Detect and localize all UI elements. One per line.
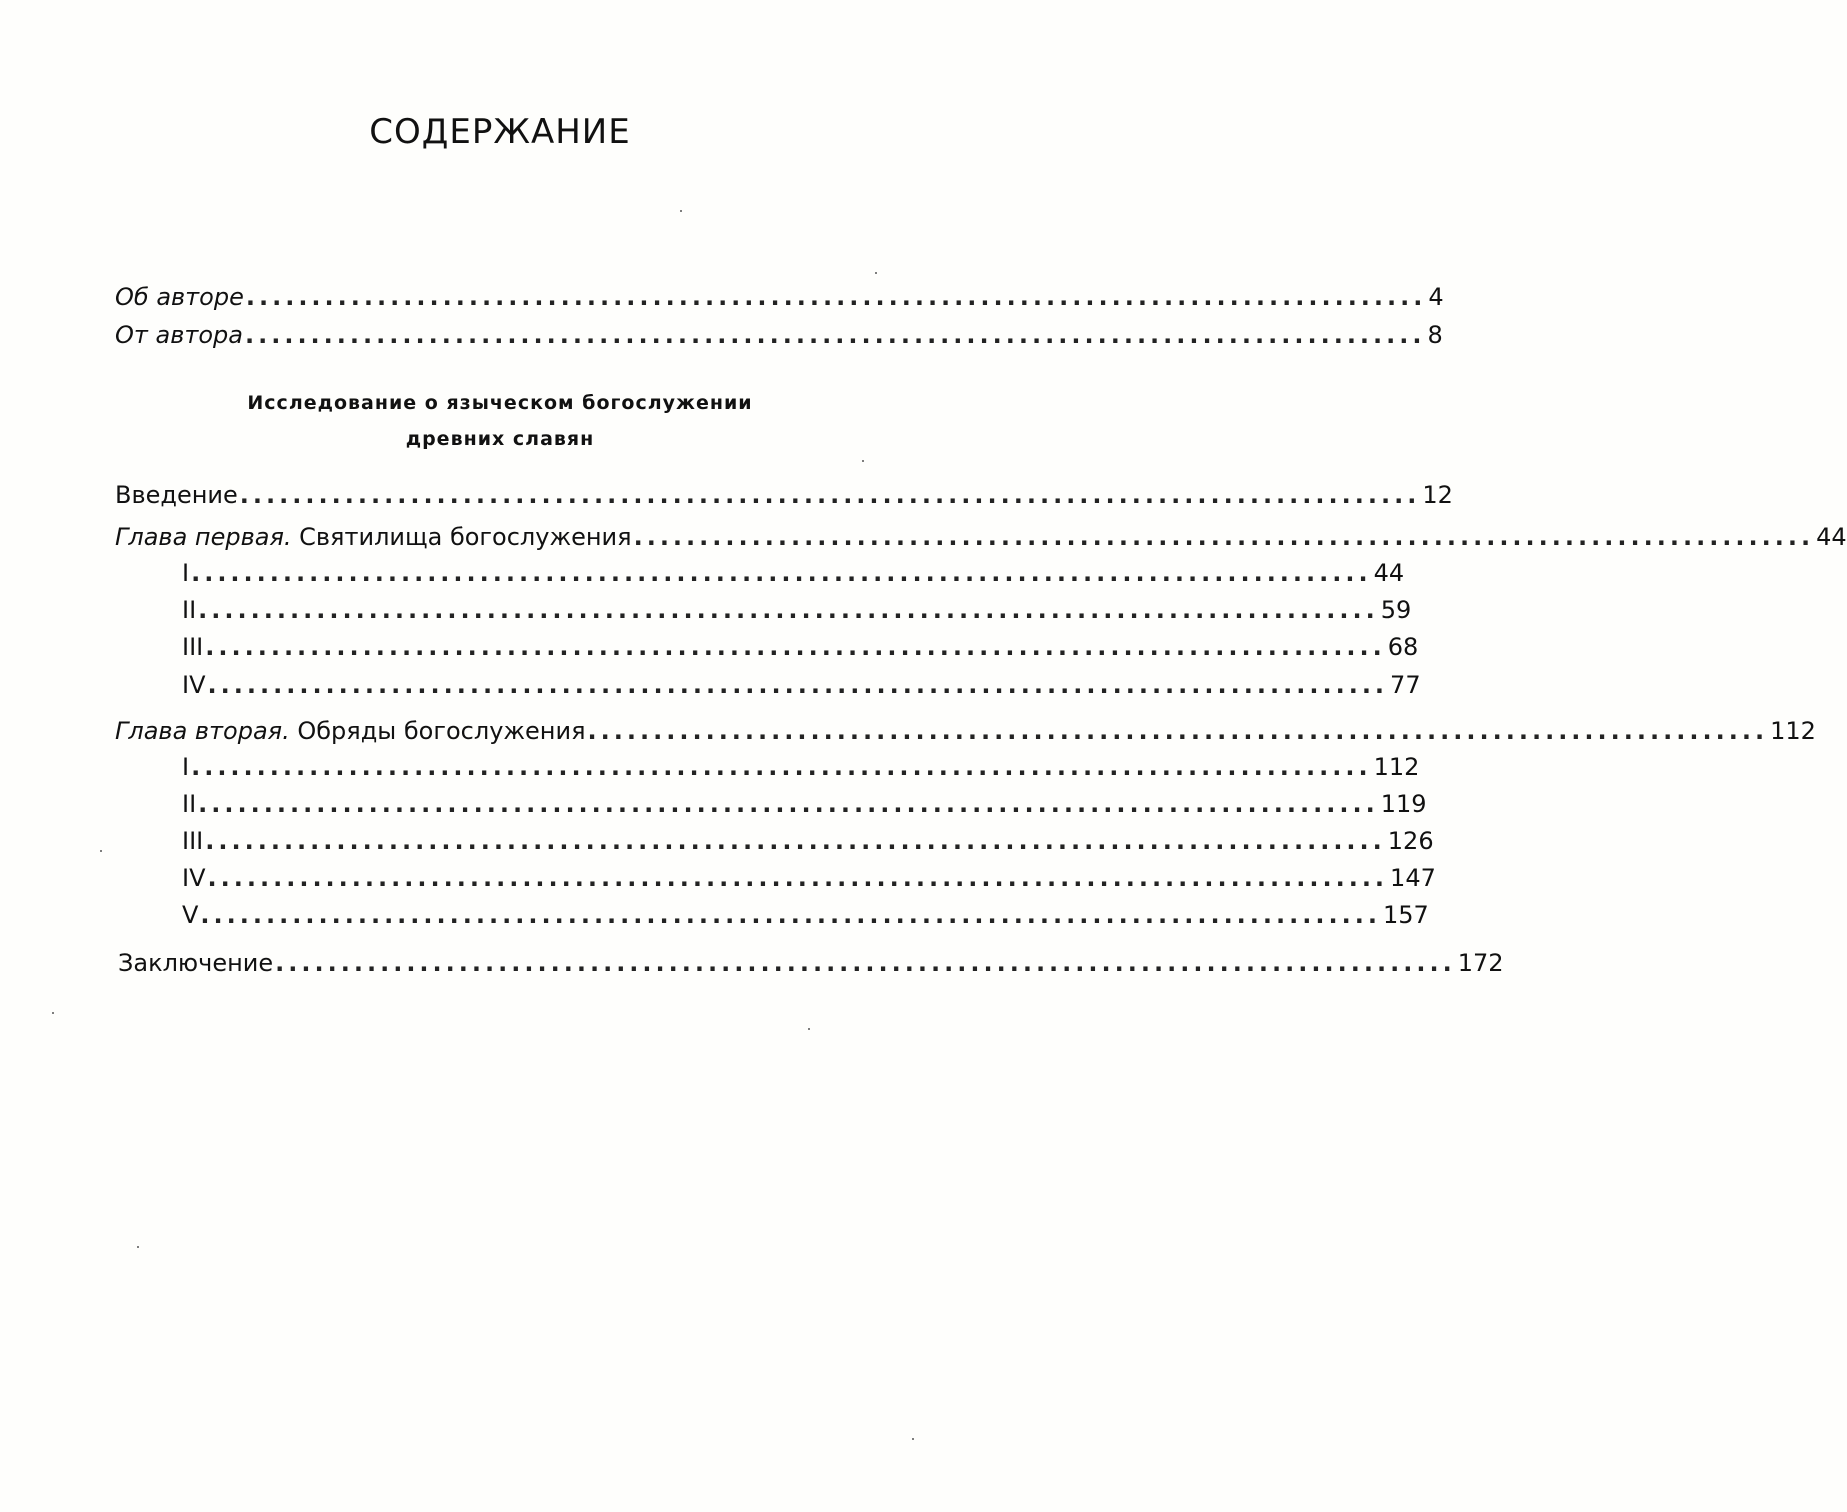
entry-label: IV xyxy=(182,671,206,699)
toc-entry-chapter-1[interactable] xyxy=(115,522,1847,552)
dot-leader: .......................................................................................... xyxy=(239,481,1421,509)
chapter-title: Обряды богослужения xyxy=(289,717,586,745)
dot-leader: .......................................................................................... xyxy=(200,901,1381,929)
section-heading-line1: Исследование о языческом богослужении xyxy=(247,392,753,414)
entry-label: III xyxy=(182,827,204,855)
entry-label: I xyxy=(182,559,190,587)
entry-label: V xyxy=(182,901,199,929)
toc-entry-chapter-1-part-4[interactable] xyxy=(182,670,1421,700)
toc-entry-chapter-2-part-2[interactable] xyxy=(182,789,1427,819)
page-number: 44 xyxy=(1373,559,1405,587)
scan-speck xyxy=(862,460,864,462)
dot-leader: .......................................................................................... xyxy=(198,790,1379,818)
page-number: 77 xyxy=(1390,671,1421,699)
entry-label: Заключение xyxy=(118,949,274,977)
entry-label: III xyxy=(182,633,204,661)
dot-leader: .......................................................................................... xyxy=(191,559,1372,587)
chapter-prefix: Глава вторая. xyxy=(115,717,290,745)
page-number: 119 xyxy=(1380,790,1427,818)
scan-speck xyxy=(808,1028,810,1030)
page-number: 59 xyxy=(1380,596,1412,624)
dot-leader: .......................................................................................... xyxy=(633,523,1815,551)
scan-speck xyxy=(52,1012,54,1014)
scan-speck xyxy=(680,210,682,212)
page-number: 112 xyxy=(1770,717,1816,745)
toc-entry-chapter-2-part-3[interactable] xyxy=(182,826,1434,856)
chapter-prefix: Глава первая. xyxy=(115,523,292,551)
dot-leader: .......................................................................................... xyxy=(205,827,1386,855)
section-heading-line2: древних славян xyxy=(405,428,595,450)
dot-leader: .......................................................................................... xyxy=(244,321,1426,349)
entry-label: IV xyxy=(182,864,206,892)
page-number: 157 xyxy=(1382,901,1429,929)
page-number: 68 xyxy=(1387,633,1419,661)
scan-speck xyxy=(912,1438,914,1440)
page-title: СОДЕРЖАНИЕ xyxy=(369,112,631,152)
scan-speck xyxy=(100,850,102,852)
page-number: 8 xyxy=(1427,321,1443,349)
toc-entry-conclusion[interactable] xyxy=(118,948,1504,978)
dot-leader: .......................................................................................... xyxy=(245,283,1427,311)
page-number: 4 xyxy=(1428,283,1444,311)
page-number: 147 xyxy=(1390,864,1436,892)
dot-leader: .......................................................................................... xyxy=(207,864,1389,892)
toc-entry-introduction[interactable] xyxy=(115,480,1453,510)
entry-label: Об авторе xyxy=(115,283,244,311)
page-number: 172 xyxy=(1457,949,1504,977)
toc-entry-chapter-1-part-3[interactable] xyxy=(182,632,1419,662)
entry-label: I xyxy=(182,753,190,781)
entry-label: II xyxy=(182,596,197,624)
dot-leader: .......................................................................................... xyxy=(205,633,1386,661)
toc-entry-chapter-1-part-1[interactable] xyxy=(182,558,1405,588)
toc-entry-chapter-2-part-5[interactable] xyxy=(182,900,1429,930)
toc-entry-about-author[interactable] xyxy=(115,282,1444,312)
chapter-title: Святилища богослужения xyxy=(291,523,632,551)
scan-speck xyxy=(137,1246,139,1248)
toc-entry-chapter-2-part-4[interactable] xyxy=(182,863,1436,893)
toc-entry-chapter-1-part-2[interactable] xyxy=(182,595,1412,625)
entry-label: Введение xyxy=(115,481,238,509)
page-number: 112 xyxy=(1373,753,1420,781)
dot-leader: .......................................................................................... xyxy=(207,671,1389,699)
dot-leader: .......................................................................................... xyxy=(275,949,1456,977)
entry-label: II xyxy=(182,790,197,818)
entry-label: От автора xyxy=(115,321,243,349)
page-number: 44 xyxy=(1816,523,1847,551)
toc-entry-from-author[interactable] xyxy=(115,320,1443,350)
page-number: 126 xyxy=(1387,827,1434,855)
dot-leader: .......................................................................................... xyxy=(198,596,1379,624)
toc-entry-chapter-2-part-1[interactable] xyxy=(182,752,1420,782)
dot-leader: .......................................................................................... xyxy=(587,717,1769,745)
scan-speck xyxy=(875,272,877,274)
toc-entry-chapter-2[interactable] xyxy=(115,716,1816,746)
page-number: 12 xyxy=(1422,481,1453,509)
dot-leader: .......................................................................................... xyxy=(191,753,1372,781)
